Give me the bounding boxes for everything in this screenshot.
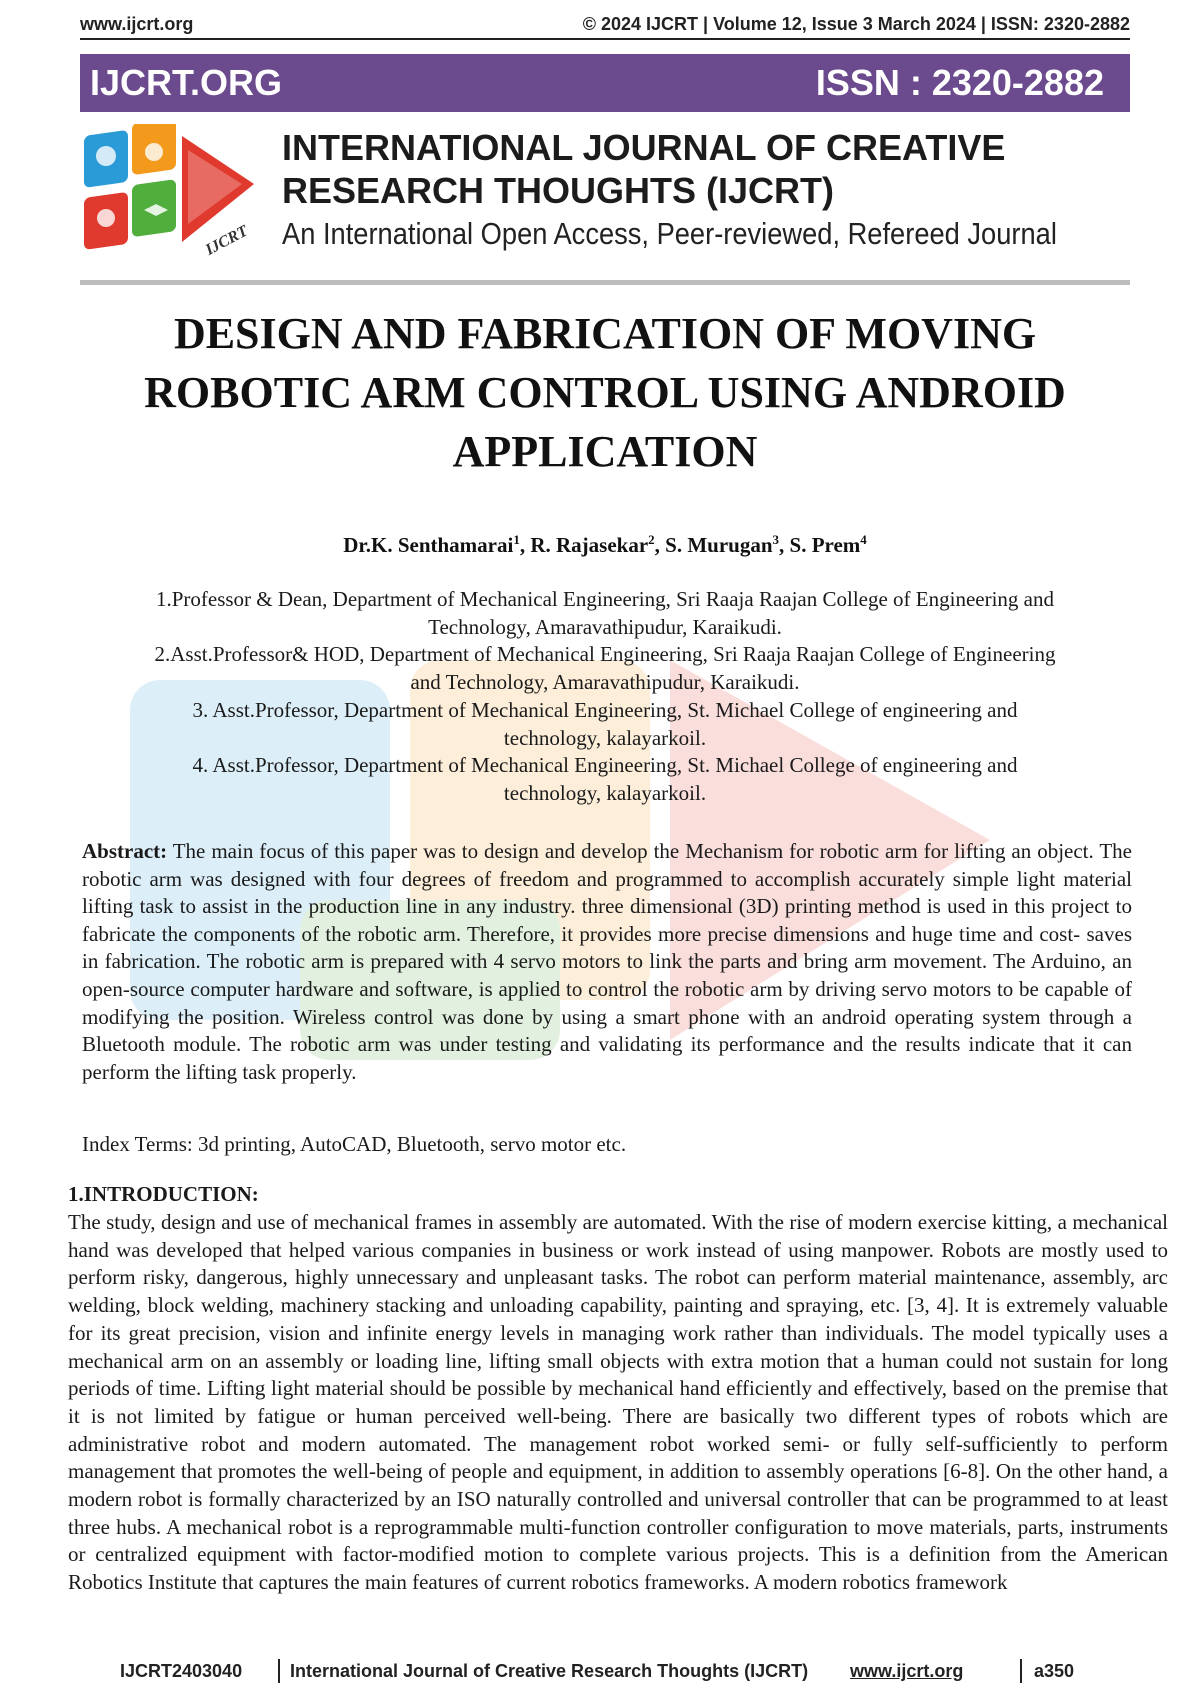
affiliation-line: 2.Asst.Professor& HOD, Department of Mechanical Engineering, Sri Raaja Raajan College of Engineering — [154, 642, 1056, 667]
author-list: Dr.K. Senthamarai$^1$, R. Rajasekar$^2$, S. Murugan$^3$, S. Prem$^4$ — [343, 532, 867, 557]
footer-separator — [1020, 1659, 1022, 1683]
journal-name-line2: RESEARCH THOUGHTS (IJCRT) — [282, 170, 835, 211]
journal-name — [282, 126, 1142, 212]
page-footer — [120, 1659, 1150, 1687]
abstract-text: The main focus of this paper was to design and develop the Mechanism for robotic arm for lifting an object. The robotic arm was designed with four degrees of freedom and programmed to accomplish accurately simple light material lifting task to assist in the production line in any industry. three dimensional (3D) printing method is used in this project to fabricate the components of the robotic arm. Therefore, it provides more precise dimensions and huge time and cost- saves in fabrication. The robotic arm is prepared with 4 servo motors to link the parts and bring arm movement. The Arduino, an open-source computer hardware and software, is applied to control the robotic arm by driving servo motors to be capable of modifying the position. Wireless control was done by using a smart phone with an android operating system through a Bluetooth module. The robotic arm was under testing and validating its performance and the results indicate that it can perform the lifting task properly. — [82, 839, 1132, 1084]
index-terms: Index Terms: 3d printing, AutoCAD, Bluetooth, servo motor etc. — [82, 1132, 627, 1156]
affiliation-line: technology, kalayarkoil. — [503, 725, 707, 750]
affiliation-line: 4. Asst.Professor, Department of Mechanical Engineering, St. Michael College of engineering and — [192, 753, 1018, 778]
affiliation-line: 1.Professor & Dean, Department of Mechanical Engineering, Sri Raaja Raajan College of Engineering and — [155, 587, 1055, 611]
title-line-2: ROBOTIC ARM CONTROL USING ANDROID — [144, 368, 1066, 417]
footer-journal-name: International Journal of Creative Research Thoughts (IJCRT) — [290, 1661, 809, 1681]
affiliation-line: 3. Asst.Professor, Department of Mechanical Engineering, St. Michael College of engineering and — [192, 697, 1018, 722]
footer-page-number: a350 — [1034, 1661, 1075, 1681]
affiliation-line: technology, kalayarkoil. — [503, 780, 707, 805]
author-name: S. Murugan — [665, 533, 773, 557]
affiliations — [80, 586, 1130, 808]
author-name: Dr.K. Senthamarai — [343, 533, 514, 557]
author-sup: 4 — [860, 532, 867, 547]
introduction-text: The study, design and use of mechanical frames in assembly are automated. With the rise of modern exercise kitting, a mechanical hand was developed that helped various companies in business or work instead of using manpower. Robots are mostly used to perform risky, dangerous, highly unnecessary and unpleasant tasks. The robot can perform material maintenance, assembly, arc welding, block welding, machinery stacking and unloading capability, painting and spraying, etc. [3, 4]. It is extremely valuable for its great precision, vision and infinite energy levels in managing work rather than individuals. The model typically uses a mechanical arm on an assembly or loading line, lifting small objects with extra motion that a human could not sustain for long periods of time. Lifting light material should be possible by mechanical hand efficiently and effectively, based on the premise that it is not limited by fatigue or human perceived well-being. There are basically two different types of robots which are administrative robot and modern automated. The management robot worked semi- or fully self-sufficiently to perform management that promotes the well-being of people and equipment, in addition to assembly operations [6-8]. On the other hand, a modern robot is formally characterized by an ISO naturally controlled and universal controller that can be programmed to at least three hubs. A mechanical robot is a reprogrammable multi-function controller configuration to move materials, parts, instruments or centralized equipment with factor-modified motion to complete various projects. This is a definition from the American Robotics Institute that captures the main features of current robotics frameworks. A modern robotics framework — [68, 1210, 1168, 1595]
affiliation-line: Technology, Amaravathipudur, Karaikudi. — [428, 614, 782, 639]
author-sup: 2 — [648, 532, 655, 547]
ijcrt-logo-icon — [84, 124, 274, 264]
footer-url-link[interactable]: www.ijcrt.org — [850, 1661, 964, 1681]
section-heading-introduction: 1.INTRODUCTION: — [68, 1182, 259, 1206]
title-line-3: APPLICATION — [452, 427, 758, 476]
svg-text:IJCRT: IJCRT — [202, 222, 251, 259]
abstract — [82, 838, 1132, 1086]
author-name: S. Prem — [789, 533, 861, 557]
title-line-1: DESIGN AND FABRICATION OF MOVING — [173, 309, 1037, 358]
footer-paper-id: IJCRT2403040 — [120, 1661, 243, 1681]
site-url[interactable]: www.ijcrt.org — [80, 14, 194, 34]
footer-separator — [278, 1659, 280, 1683]
author-name: R. Rajasekar — [530, 533, 649, 557]
affiliation-line: and Technology, Amaravathipudur, Karaikudi. — [410, 670, 800, 695]
header-divider — [80, 280, 1130, 285]
abstract-label: Abstract: — [82, 839, 168, 863]
banner-issn-label: ISSN : 2320-2882 — [815, 62, 1104, 103]
journal-subtitle: An International Open Access, Peer-reviewed, Refereed Journal — [282, 216, 1057, 251]
journal-name-line1: INTERNATIONAL JOURNAL OF CREATIVE — [282, 127, 1006, 168]
paper-title — [60, 304, 1150, 481]
banner-site-label: IJCRT.ORG — [90, 62, 283, 103]
running-header — [80, 12, 1130, 40]
author-sup: 3 — [772, 532, 780, 547]
journal-banner — [80, 54, 1130, 112]
author-sup: 1 — [513, 532, 520, 547]
issue-info: © 2024 IJCRT | Volume 12, Issue 3 March 2024 | ISSN: 2320-2882 — [582, 14, 1130, 34]
